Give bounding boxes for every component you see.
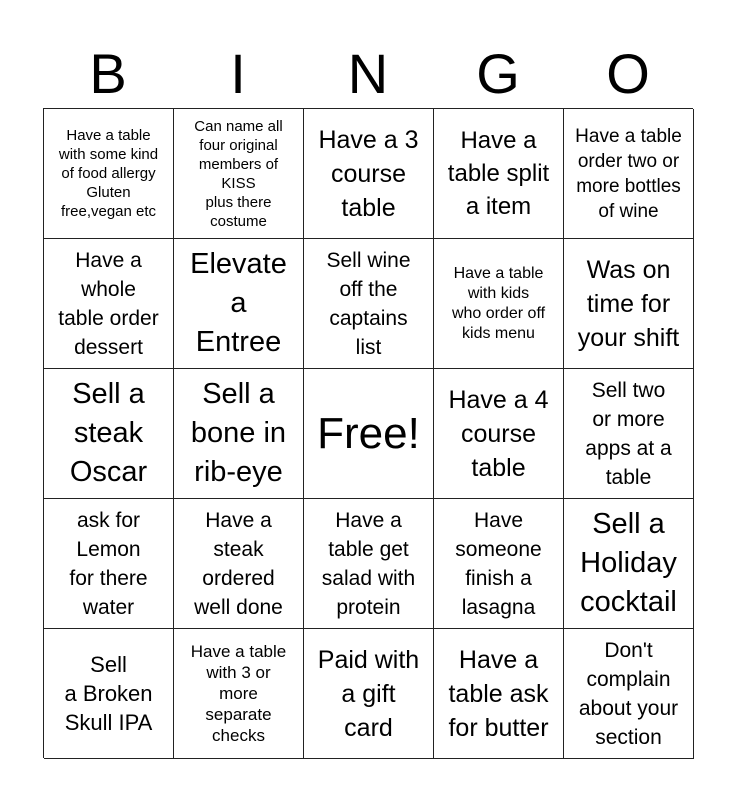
bingo-cell[interactable]: Have a table with 3 or more separate checks: [174, 629, 304, 759]
bingo-cell[interactable]: Sell a Holiday cocktail: [564, 499, 694, 629]
bingo-grid: [43, 108, 693, 758]
bingo-cell[interactable]: Sell a bone in rib-eye: [174, 369, 304, 499]
bingo-cell[interactable]: Have a table ask for butter: [434, 629, 564, 759]
bingo-cell[interactable]: Sell two or more apps at a table: [564, 369, 694, 499]
bingo-cell[interactable]: Have a 4 course table: [434, 369, 564, 499]
bingo-cell[interactable]: Don't complain about your section: [564, 629, 694, 759]
bingo-cell[interactable]: ask for Lemon for there water: [44, 499, 174, 629]
bingo-cell[interactable]: Was on time for your shift: [564, 239, 694, 369]
bingo-cell[interactable]: Have a table with kids who order off kids menu: [434, 239, 564, 369]
bingo-cell[interactable]: Have someone finish a lasagna: [434, 499, 564, 629]
bingo-cell[interactable]: Paid with a gift card: [304, 629, 434, 759]
header-letter-g: G: [476, 42, 520, 105]
bingo-cell[interactable]: Have a whole table order dessert: [44, 239, 174, 369]
bingo-cell-free[interactable]: Free!: [304, 369, 434, 499]
header-letter-n: N: [347, 42, 389, 105]
bingo-cell[interactable]: Have a steak ordered well done: [174, 499, 304, 629]
bingo-cell[interactable]: Can name all four original members of KISS plus there costume: [174, 109, 304, 239]
bingo-cell[interactable]: Sell a steak Oscar: [44, 369, 174, 499]
header-letter-b: B: [89, 42, 127, 105]
header-letter-o: O: [606, 42, 650, 105]
header-letter-i: I: [230, 42, 246, 105]
bingo-cell[interactable]: Have a table get salad with protein: [304, 499, 434, 629]
bingo-cell[interactable]: Sell a Broken Skull IPA: [44, 629, 174, 759]
bingo-cell[interactable]: Have a 3 course table: [304, 109, 434, 239]
bingo-cell[interactable]: Elevate a Entree: [174, 239, 304, 369]
bingo-cell[interactable]: Sell wine off the captains list: [304, 239, 434, 369]
bingo-cell[interactable]: Have a table with some kind of food allergy Gluten free,vegan etc: [44, 109, 174, 239]
bingo-cell[interactable]: Have a table split a item: [434, 109, 564, 239]
bingo-cell[interactable]: Have a table order two or more bottles of wine: [564, 109, 694, 239]
bingo-header: [43, 40, 693, 108]
